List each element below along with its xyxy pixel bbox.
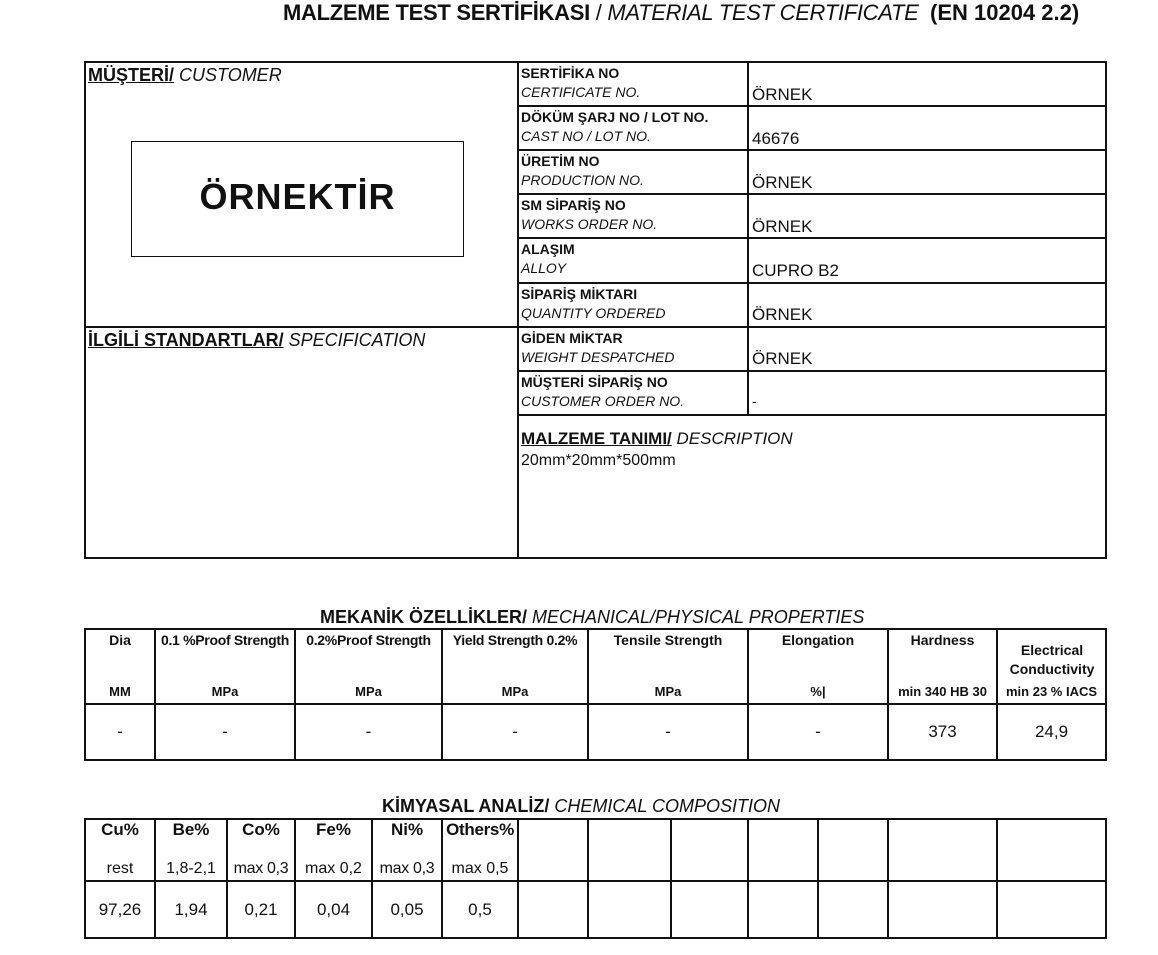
chem-spec-co: max 0,3 bbox=[233, 860, 289, 877]
customer-label bbox=[88, 65, 282, 86]
weight-despatched-value: ÖRNEK bbox=[752, 349, 813, 368]
field-row-divider bbox=[517, 237, 1107, 239]
chem-header-ni: Ni% bbox=[390, 820, 424, 839]
mech-unit-proof02: MPa bbox=[355, 684, 382, 699]
chem-col-divider bbox=[587, 818, 589, 939]
certificate-no-label-en: CERTIFICATE NO. bbox=[521, 84, 641, 100]
chem-value-ni: 0,05 bbox=[390, 900, 424, 919]
certificate-no-value: ÖRNEK bbox=[752, 85, 813, 104]
chem-header-co: Co% bbox=[242, 820, 280, 839]
works-order-label-en: WORKS ORDER NO. bbox=[521, 216, 658, 232]
description-value: 20mm*20mm*500mm bbox=[521, 452, 676, 469]
works-order-label-tr: SM SİPARİŞ NO bbox=[521, 197, 626, 213]
field-row-divider bbox=[517, 326, 1107, 328]
mech-header-elongation: Elongation bbox=[781, 632, 855, 648]
mech-border-bottom bbox=[84, 759, 1107, 761]
mech-unit-tensile: MPa bbox=[654, 684, 682, 699]
customer-label-tr: MÜŞTERİ/ bbox=[88, 65, 175, 85]
chem-value-be: 1,94 bbox=[174, 900, 208, 919]
mech-value-hardness: 373 bbox=[928, 722, 957, 741]
mechanical-title-tr: MEKANİK ÖZELLİKLER/ bbox=[320, 607, 527, 627]
mech-header-yield: Yield Strength 0.2% bbox=[452, 632, 578, 648]
chem-header-fe: Fe% bbox=[316, 820, 351, 839]
chem-spec-fe: max 0,2 bbox=[305, 860, 362, 877]
chem-border-bottom bbox=[84, 937, 1107, 939]
mechanical-title-en: MECHANICAL/PHYSICAL PROPERTIES bbox=[527, 607, 865, 627]
chem-value-cu: 97,26 bbox=[98, 900, 142, 919]
quantity-ordered-label-tr: SİPARİŞ MİKTARI bbox=[521, 286, 638, 302]
description-label-tr: MALZEME TANIMI/ bbox=[521, 429, 672, 448]
chem-spec-others: max 0,5 bbox=[451, 860, 509, 877]
chem-col-divider bbox=[517, 818, 519, 939]
chem-col-divider bbox=[887, 818, 889, 939]
mech-header-dia: Dia bbox=[109, 632, 131, 648]
title-en: MATERIAL TEST CERTIFICATE bbox=[607, 0, 919, 25]
mech-header-proof02: 0.2%Proof Strength bbox=[306, 632, 431, 648]
production-no-label-en: PRODUCTION NO. bbox=[521, 172, 644, 188]
mech-header-conductivity: Electrical Conductivity bbox=[1009, 642, 1095, 677]
mech-row-divider bbox=[84, 703, 1107, 705]
chem-spec-cu: rest bbox=[106, 860, 134, 877]
mech-value-proof02: - bbox=[365, 722, 372, 741]
mechanical-title bbox=[320, 607, 864, 628]
mech-border-top bbox=[84, 628, 1107, 630]
chem-col-divider bbox=[747, 818, 749, 939]
cast-no-value: 46676 bbox=[752, 129, 800, 148]
customer-order-label-tr: MÜŞTERİ SİPARİŞ NO bbox=[521, 374, 668, 390]
customer-label-en: CUSTOMER bbox=[174, 65, 282, 85]
production-no-value: ÖRNEK bbox=[752, 173, 813, 192]
production-no-label-tr: ÜRETİM NO bbox=[521, 153, 600, 169]
certificate-title bbox=[0, 0, 1158, 30]
chem-value-others: 0,5 bbox=[468, 900, 492, 919]
field-row-divider bbox=[517, 105, 1107, 107]
sample-stamp bbox=[131, 141, 464, 257]
quantity-ordered-label-en: QUANTITY ORDERED bbox=[521, 305, 666, 321]
chem-value-co: 0,21 bbox=[244, 900, 278, 919]
chem-col-divider bbox=[1105, 818, 1107, 939]
info-divider bbox=[517, 61, 519, 559]
field-row-divider bbox=[517, 370, 1107, 372]
specification-label-en: SPECIFICATION bbox=[283, 330, 426, 350]
chem-row-divider bbox=[84, 880, 1107, 882]
description-label-en: DESCRIPTION bbox=[671, 429, 793, 448]
field-row-divider bbox=[517, 193, 1107, 195]
mech-unit-proof01: MPa bbox=[211, 684, 239, 699]
standard-label: (EN 10204 2.2) bbox=[930, 0, 1080, 25]
chem-col-divider bbox=[996, 818, 998, 939]
chem-value-fe: 0,04 bbox=[316, 900, 351, 919]
customer-spec-divider bbox=[84, 326, 518, 328]
mech-value-elongation: - bbox=[815, 722, 821, 741]
alloy-label-en: ALLOY bbox=[521, 260, 567, 276]
title-tr: MALZEME TEST SERTİFİKASI bbox=[283, 0, 590, 25]
mech-value-yield: - bbox=[512, 722, 518, 741]
quantity-ordered-value: ÖRNEK bbox=[752, 305, 813, 324]
specification-label bbox=[88, 330, 425, 351]
mech-value-proof01: - bbox=[222, 722, 228, 741]
chem-header-be: Be% bbox=[172, 820, 210, 839]
cast-no-label-en: CAST NO / LOT NO. bbox=[521, 128, 651, 144]
title-separator: / bbox=[589, 0, 608, 25]
chemical-title bbox=[382, 796, 780, 817]
field-row-divider bbox=[517, 414, 1107, 416]
cast-no-label-tr: DÖKÜM ŞARJ NO / LOT NO. bbox=[521, 109, 709, 125]
certificate-no-label-tr: SERTİFİKA NO bbox=[521, 65, 620, 81]
weight-despatched-label-tr: GİDEN MİKTAR bbox=[521, 330, 623, 346]
chem-col-divider bbox=[670, 818, 672, 939]
chemical-title-tr: KİMYASAL ANALİZ/ bbox=[382, 796, 550, 816]
alloy-value: CUPRO B2 bbox=[752, 261, 839, 280]
customer-order-value: - bbox=[752, 393, 757, 409]
chem-spec-be: 1,8-2,1 bbox=[166, 860, 216, 877]
mech-header-hardness: Hardness bbox=[910, 632, 975, 648]
specification-label-tr: İLGİLİ STANDARTLAR/ bbox=[88, 330, 284, 350]
mech-value-tensile: - bbox=[665, 722, 671, 741]
mech-value-conductivity: 24,9 bbox=[1034, 722, 1069, 741]
chem-spec-ni: max 0,3 bbox=[379, 860, 435, 877]
chem-header-cu: Cu% bbox=[101, 820, 139, 839]
stamp-text: ÖRNEKTİR bbox=[199, 176, 396, 217]
mech-value-dia: - bbox=[117, 722, 123, 741]
mech-unit-elongation: %| bbox=[810, 684, 826, 699]
chem-header-others: Others% bbox=[446, 820, 514, 839]
chemical-title-en: CHEMICAL COMPOSITION bbox=[549, 796, 781, 816]
mech-unit-conductivity: min 23 % IACS bbox=[1005, 684, 1098, 699]
mech-unit-yield: MPa bbox=[501, 684, 529, 699]
mech-header-tensile: Tensile Strength bbox=[613, 632, 723, 648]
works-order-value: ÖRNEK bbox=[752, 217, 813, 236]
description-label bbox=[521, 429, 793, 449]
weight-despatched-label-en: WEIGHT DESPATCHED bbox=[521, 349, 675, 365]
chem-col-divider bbox=[817, 818, 819, 939]
mech-header-proof01: 0.1 %Proof Strength bbox=[160, 632, 290, 648]
field-row-divider bbox=[517, 282, 1107, 284]
field-row-divider bbox=[517, 149, 1107, 151]
customer-order-label-en: CUSTOMER ORDER NO. bbox=[521, 393, 685, 409]
alloy-label-tr: ALAŞIM bbox=[521, 241, 575, 257]
mech-col-divider bbox=[1105, 628, 1107, 761]
mech-unit-hardness: min 340 HB 30 bbox=[898, 684, 987, 699]
title-line bbox=[283, 0, 919, 26]
mech-unit-dia: MM bbox=[109, 684, 131, 699]
